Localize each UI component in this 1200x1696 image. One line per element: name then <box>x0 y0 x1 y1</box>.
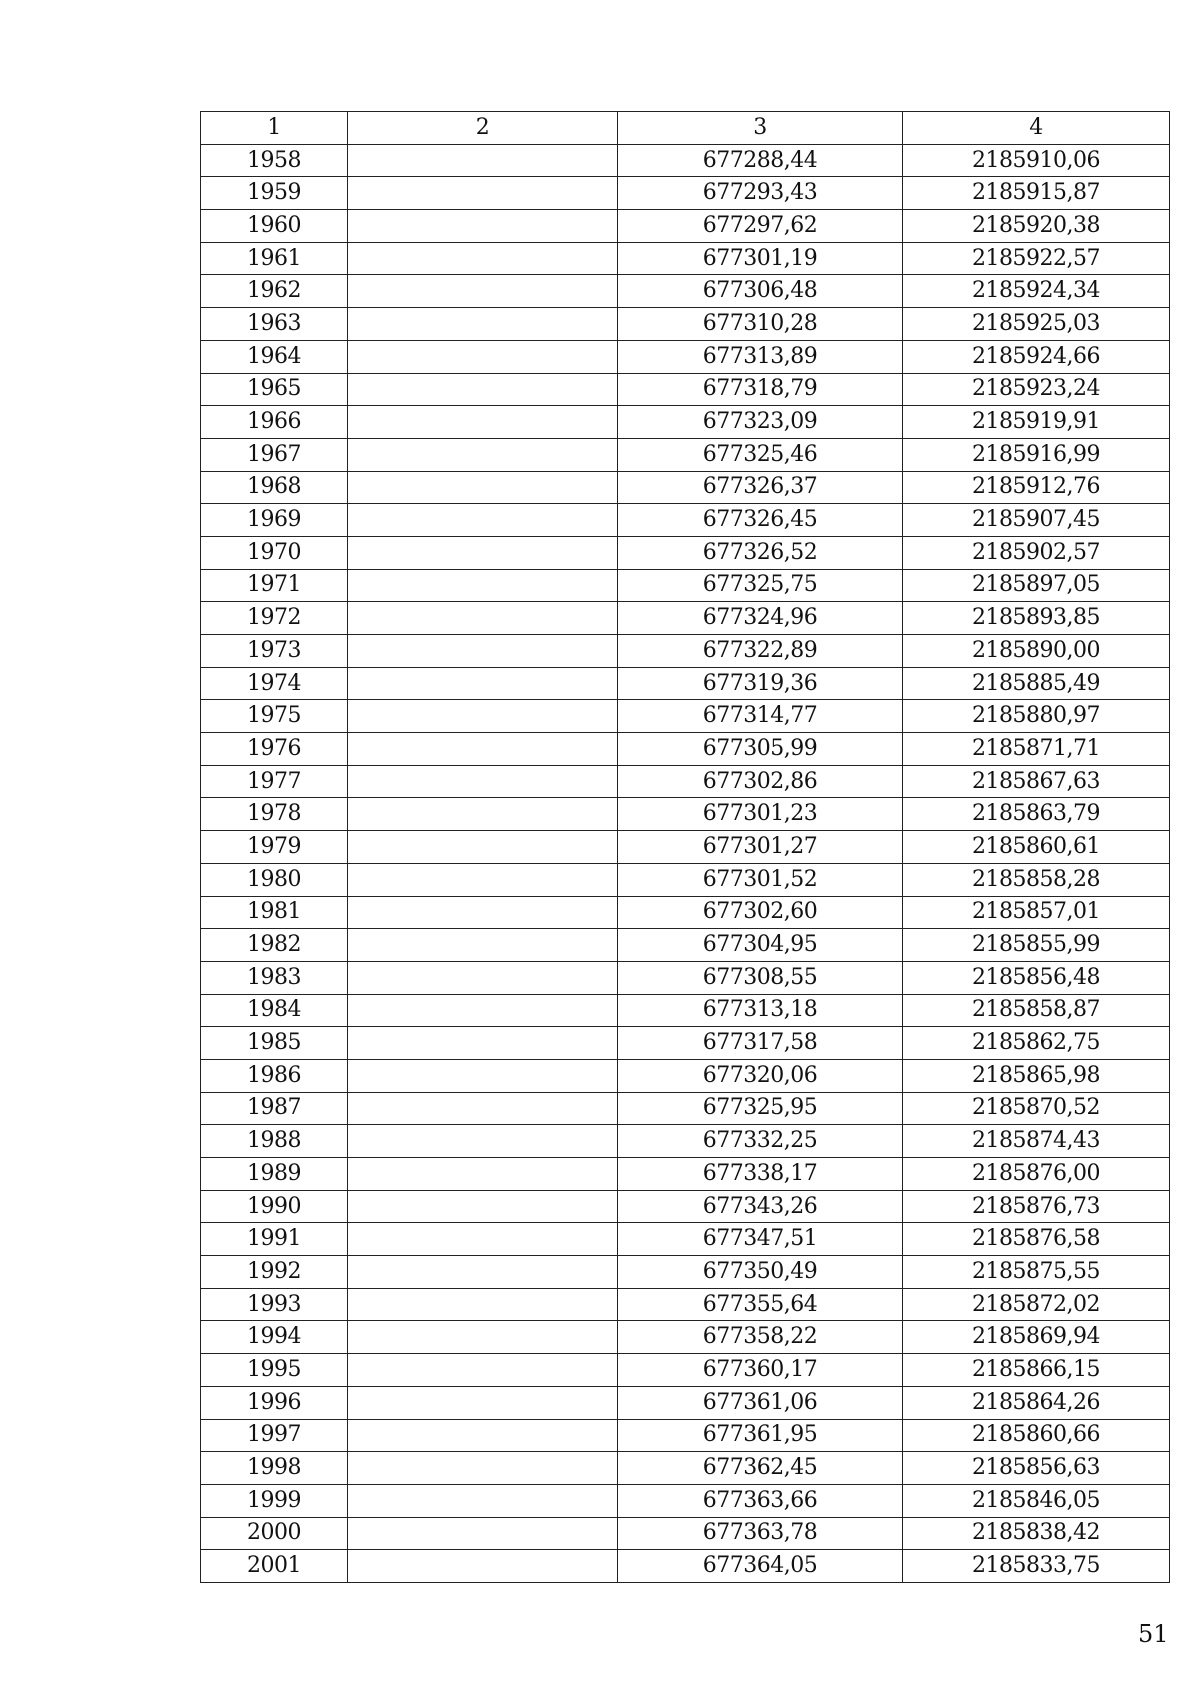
table-cell: 1992 <box>201 1256 348 1289</box>
table-cell: 2185858,87 <box>903 994 1170 1027</box>
table-row <box>201 961 1170 994</box>
table-row <box>201 831 1170 864</box>
column-header: 3 <box>618 112 903 145</box>
table-cell: 677306,48 <box>618 275 903 308</box>
table-cell: 1991 <box>201 1223 348 1256</box>
table-cell <box>348 602 618 635</box>
table-row <box>201 177 1170 210</box>
table-cell: 2185902,57 <box>903 536 1170 569</box>
table-cell: 1972 <box>201 602 348 635</box>
table-body <box>201 144 1170 1582</box>
table-cell: 2185838,42 <box>903 1517 1170 1550</box>
table-row <box>201 210 1170 243</box>
table-cell: 2185846,05 <box>903 1484 1170 1517</box>
column-header: 2 <box>348 112 618 145</box>
table-row <box>201 1419 1170 1452</box>
table-cell: 2185912,76 <box>903 471 1170 504</box>
table-cell: 677338,17 <box>618 1158 903 1191</box>
table-cell <box>348 1354 618 1387</box>
table-cell: 677301,19 <box>618 242 903 275</box>
table-cell: 2185876,00 <box>903 1158 1170 1191</box>
table-cell: 677322,89 <box>618 635 903 668</box>
table-cell <box>348 242 618 275</box>
table-row <box>201 1517 1170 1550</box>
table-cell: 2185915,87 <box>903 177 1170 210</box>
table-cell: 2185910,06 <box>903 144 1170 177</box>
table-cell: 677343,26 <box>618 1190 903 1223</box>
table-cell <box>348 569 618 602</box>
column-header: 4 <box>903 112 1170 145</box>
table-cell: 1964 <box>201 340 348 373</box>
table-cell: 1986 <box>201 1059 348 1092</box>
table-cell: 2185897,05 <box>903 569 1170 602</box>
table-cell: 1961 <box>201 242 348 275</box>
table-cell: 677314,77 <box>618 700 903 733</box>
table-cell: 2185871,71 <box>903 733 1170 766</box>
table-cell: 677358,22 <box>618 1321 903 1354</box>
table-row <box>201 1190 1170 1223</box>
table-cell: 1998 <box>201 1452 348 1485</box>
table-cell: 2185920,38 <box>903 210 1170 243</box>
table-cell: 677319,36 <box>618 667 903 700</box>
table-cell: 677301,52 <box>618 863 903 896</box>
table-cell: 1979 <box>201 831 348 864</box>
table-row <box>201 1256 1170 1289</box>
table-cell: 1976 <box>201 733 348 766</box>
table-cell: 1970 <box>201 536 348 569</box>
table-cell: 2185860,66 <box>903 1419 1170 1452</box>
table-cell: 677293,43 <box>618 177 903 210</box>
table-cell <box>348 961 618 994</box>
table-row <box>201 896 1170 929</box>
table-cell: 677347,51 <box>618 1223 903 1256</box>
table-cell: 2185863,79 <box>903 798 1170 831</box>
table-cell: 1993 <box>201 1288 348 1321</box>
table-cell: 1994 <box>201 1321 348 1354</box>
table-cell: 1974 <box>201 667 348 700</box>
table-row <box>201 438 1170 471</box>
table-row <box>201 929 1170 962</box>
table-cell: 677361,06 <box>618 1386 903 1419</box>
table-cell: 2185866,15 <box>903 1354 1170 1387</box>
table-row <box>201 1484 1170 1517</box>
table-cell: 1959 <box>201 177 348 210</box>
table-cell <box>348 1092 618 1125</box>
table-cell: 677325,95 <box>618 1092 903 1125</box>
table-cell <box>348 1190 618 1223</box>
table-row <box>201 373 1170 406</box>
table-cell: 2185870,52 <box>903 1092 1170 1125</box>
table-cell: 1960 <box>201 210 348 243</box>
table-cell: 1989 <box>201 1158 348 1191</box>
table-cell: 2185833,75 <box>903 1550 1170 1583</box>
table-cell <box>348 733 618 766</box>
table-cell: 2185875,55 <box>903 1256 1170 1289</box>
table-cell <box>348 1125 618 1158</box>
table-row <box>201 765 1170 798</box>
table-cell <box>348 275 618 308</box>
table-cell: 677326,45 <box>618 504 903 537</box>
table-cell <box>348 210 618 243</box>
table-cell: 1999 <box>201 1484 348 1517</box>
table-cell: 2185867,63 <box>903 765 1170 798</box>
table-cell: 677301,23 <box>618 798 903 831</box>
table-cell: 1988 <box>201 1125 348 1158</box>
table-cell: 1975 <box>201 700 348 733</box>
table-cell <box>348 1027 618 1060</box>
table-cell <box>348 1386 618 1419</box>
table-cell: 2185922,57 <box>903 242 1170 275</box>
table-cell <box>348 1550 618 1583</box>
table-row <box>201 275 1170 308</box>
table-row <box>201 471 1170 504</box>
table-row <box>201 602 1170 635</box>
table-row <box>201 569 1170 602</box>
table-cell: 677302,60 <box>618 896 903 929</box>
table-cell: 2185924,66 <box>903 340 1170 373</box>
table-cell <box>348 406 618 439</box>
table-cell <box>348 177 618 210</box>
table-row <box>201 1321 1170 1354</box>
table-cell: 1987 <box>201 1092 348 1125</box>
table-row <box>201 406 1170 439</box>
table-cell: 1995 <box>201 1354 348 1387</box>
table-row <box>201 1158 1170 1191</box>
table-row <box>201 504 1170 537</box>
table-cell: 677317,58 <box>618 1027 903 1060</box>
table-cell: 677324,96 <box>618 602 903 635</box>
table-cell: 1973 <box>201 635 348 668</box>
table-row <box>201 667 1170 700</box>
table-cell <box>348 863 618 896</box>
table-cell: 1967 <box>201 438 348 471</box>
table-cell <box>348 504 618 537</box>
table-cell: 1996 <box>201 1386 348 1419</box>
table-cell: 2185880,97 <box>903 700 1170 733</box>
table-cell: 1983 <box>201 961 348 994</box>
table-cell: 2185858,28 <box>903 863 1170 896</box>
table-cell: 1997 <box>201 1419 348 1452</box>
table-cell: 677363,66 <box>618 1484 903 1517</box>
table-cell: 677325,46 <box>618 438 903 471</box>
table-cell: 2185855,99 <box>903 929 1170 962</box>
table-cell: 1965 <box>201 373 348 406</box>
table-cell <box>348 1419 618 1452</box>
table-cell: 677332,25 <box>618 1125 903 1158</box>
table-cell: 2185876,73 <box>903 1190 1170 1223</box>
table-cell: 2185919,91 <box>903 406 1170 439</box>
table-cell <box>348 1484 618 1517</box>
table-row <box>201 1027 1170 1060</box>
table-cell: 2185916,99 <box>903 438 1170 471</box>
table-cell: 2000 <box>201 1517 348 1550</box>
table-cell: 2185862,75 <box>903 1027 1170 1060</box>
table-cell: 2185874,43 <box>903 1125 1170 1158</box>
table-row <box>201 1386 1170 1419</box>
table-cell: 677350,49 <box>618 1256 903 1289</box>
table-row <box>201 1092 1170 1125</box>
table-cell: 677325,75 <box>618 569 903 602</box>
table-cell: 1982 <box>201 929 348 962</box>
table-cell <box>348 1256 618 1289</box>
table-cell <box>348 667 618 700</box>
table-cell: 677318,79 <box>618 373 903 406</box>
table-cell: 1985 <box>201 1027 348 1060</box>
table-row <box>201 1125 1170 1158</box>
table-cell: 677326,37 <box>618 471 903 504</box>
table-cell: 1966 <box>201 406 348 439</box>
table-cell: 677305,99 <box>618 733 903 766</box>
table-row <box>201 242 1170 275</box>
table-cell: 1971 <box>201 569 348 602</box>
table-cell <box>348 994 618 1027</box>
table-cell <box>348 471 618 504</box>
table-cell <box>348 536 618 569</box>
table-row <box>201 994 1170 1027</box>
table-cell <box>348 308 618 341</box>
table-cell <box>348 929 618 962</box>
table-cell: 1984 <box>201 994 348 1027</box>
table-row <box>201 635 1170 668</box>
table-cell: 2185876,58 <box>903 1223 1170 1256</box>
table-cell: 677355,64 <box>618 1288 903 1321</box>
table-cell <box>348 798 618 831</box>
table-cell: 1981 <box>201 896 348 929</box>
table-cell: 2001 <box>201 1550 348 1583</box>
table-header-row <box>201 112 1170 145</box>
table-cell: 1969 <box>201 504 348 537</box>
table-cell: 677364,05 <box>618 1550 903 1583</box>
coordinates-table <box>200 111 1170 1583</box>
table-cell: 2185856,48 <box>903 961 1170 994</box>
table-row <box>201 1452 1170 1485</box>
table-cell: 2185860,61 <box>903 831 1170 864</box>
table-cell: 677301,27 <box>618 831 903 864</box>
page-number: 51 <box>1138 1620 1169 1648</box>
table-cell: 2185907,45 <box>903 504 1170 537</box>
table-cell: 677304,95 <box>618 929 903 962</box>
table-cell <box>348 373 618 406</box>
table-cell: 677326,52 <box>618 536 903 569</box>
table-cell: 2185869,94 <box>903 1321 1170 1354</box>
table-cell <box>348 340 618 373</box>
table-cell <box>348 896 618 929</box>
table-cell: 2185865,98 <box>903 1059 1170 1092</box>
table-cell <box>348 831 618 864</box>
table-cell <box>348 1223 618 1256</box>
table-cell <box>348 635 618 668</box>
table-cell: 2185893,85 <box>903 602 1170 635</box>
table-cell: 677323,09 <box>618 406 903 439</box>
table-cell <box>348 1321 618 1354</box>
table-row <box>201 536 1170 569</box>
table-cell: 2185857,01 <box>903 896 1170 929</box>
table-cell <box>348 1452 618 1485</box>
table-cell <box>348 765 618 798</box>
table-cell <box>348 1517 618 1550</box>
table-cell: 677302,86 <box>618 765 903 798</box>
table-row <box>201 308 1170 341</box>
table-cell: 677313,18 <box>618 994 903 1027</box>
table-cell: 677363,78 <box>618 1517 903 1550</box>
table-row <box>201 144 1170 177</box>
table-cell: 2185924,34 <box>903 275 1170 308</box>
table-cell: 2185885,49 <box>903 667 1170 700</box>
table-cell: 677288,44 <box>618 144 903 177</box>
table-cell: 1990 <box>201 1190 348 1223</box>
table-cell <box>348 1158 618 1191</box>
table-cell <box>348 438 618 471</box>
table-row <box>201 1550 1170 1583</box>
table-row <box>201 733 1170 766</box>
table-row <box>201 340 1170 373</box>
table-row <box>201 798 1170 831</box>
table-cell <box>348 700 618 733</box>
table-cell: 677310,28 <box>618 308 903 341</box>
table-cell: 677320,06 <box>618 1059 903 1092</box>
table-cell <box>348 1288 618 1321</box>
table-cell: 677360,17 <box>618 1354 903 1387</box>
table-cell: 677308,55 <box>618 961 903 994</box>
table-cell: 2185864,26 <box>903 1386 1170 1419</box>
table-cell: 677297,62 <box>618 210 903 243</box>
table-cell <box>348 1059 618 1092</box>
table-cell: 1962 <box>201 275 348 308</box>
table-cell: 2185923,24 <box>903 373 1170 406</box>
table-row <box>201 700 1170 733</box>
table-row <box>201 1059 1170 1092</box>
table-cell: 2185872,02 <box>903 1288 1170 1321</box>
table-cell: 2185890,00 <box>903 635 1170 668</box>
table-cell: 2185856,63 <box>903 1452 1170 1485</box>
table-cell: 1978 <box>201 798 348 831</box>
table-cell: 1980 <box>201 863 348 896</box>
table-cell: 1968 <box>201 471 348 504</box>
column-header: 1 <box>201 112 348 145</box>
table-cell: 1963 <box>201 308 348 341</box>
table-cell: 677361,95 <box>618 1419 903 1452</box>
table-row <box>201 1288 1170 1321</box>
table-row <box>201 1354 1170 1387</box>
table-cell: 677362,45 <box>618 1452 903 1485</box>
table-row <box>201 1223 1170 1256</box>
table-cell: 1958 <box>201 144 348 177</box>
table-row <box>201 863 1170 896</box>
table-cell: 677313,89 <box>618 340 903 373</box>
table-cell: 2185925,03 <box>903 308 1170 341</box>
table-cell <box>348 144 618 177</box>
table-cell: 1977 <box>201 765 348 798</box>
